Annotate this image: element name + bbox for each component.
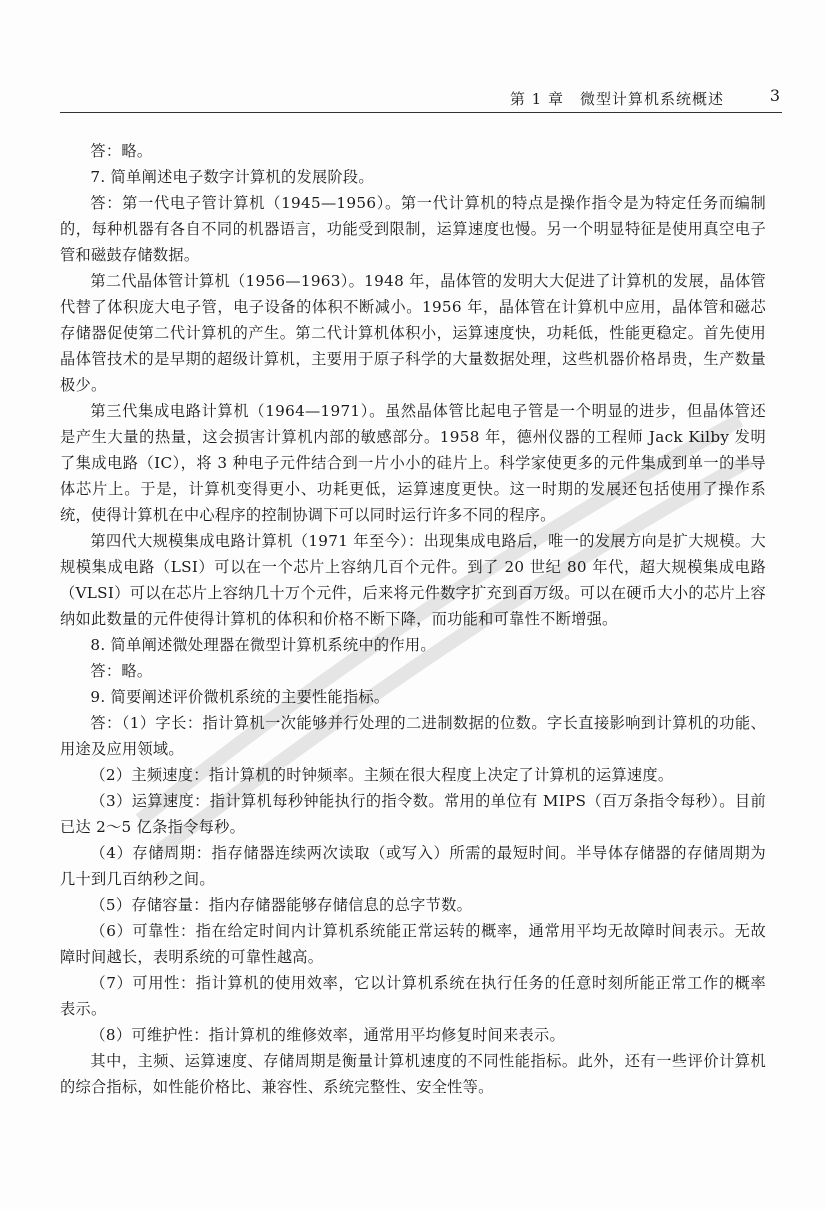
answer-9-item-1: 答：（1）字长：指计算机一次能够并行处理的二进制数据的位数。字长直接影响到计算机的功能、用途及应用领域。	[60, 714, 766, 758]
question-7: 7. 简单阐述电子数字计算机的发展阶段。	[90, 168, 374, 186]
question-8: 8. 简单阐述微处理器在微型计算机系统中的作用。	[90, 636, 436, 654]
answer-9-item-4: （4）存储周期：指存储器连续两次读取（或写入）所需的最短时间。半导体存储器的存储周期为几十到几百纳秒之间。	[60, 844, 766, 888]
answer-9-item-6: （6）可靠性：指在给定时间内计算机系统能正常运转的概率，通常用平均无故障时间表示。无故障时间越长，表明系统的可靠性越高。	[60, 922, 766, 966]
page-number: 3	[769, 86, 780, 105]
body-text	[60, 138, 766, 1100]
answer-9-item-2: （2）主频速度：指计算机的时钟频率。主频在很大程度上决定了计算机的运算速度。	[90, 766, 674, 784]
running-header	[60, 84, 782, 113]
answer-9-item-3: （3）运算速度：指计算机每秒钟能执行的指令数。常用的单位有 MIPS（百万条指令每秒）。目前已达 2～5 亿条指令每秒。	[60, 792, 766, 836]
chapter-title: 第 1 章 微型计算机系统概述	[509, 90, 724, 108]
answer-9-item-7: （7）可用性：指计算机的使用效率，它以计算机系统在执行任务的任意时刻所能正常工作的概率表示。	[60, 974, 766, 1018]
answer-7-generation-3: 第三代集成电路计算机（1964—1971）。虽然晶体管比起电子管是一个明显的进步，但晶体管还是产生大量的热量，这会损害计算机内部的敏感部分。1958 年，德州仪器的工程师 Jack Kilby 发明了集成电路（IC），将 3 种电子元件结合到一片小小的硅片上。科学家使更多的元件集成到单一的半导体芯片上。于是，计算机变得更小、功耗更低，运算速度更快。这一时期的发展还包括使用了操作系统，使得计算机在中心程序的控制协调下可以同时运行许多不同的程序。	[60, 402, 766, 524]
answer-7-generation-2: 第二代晶体管计算机（1956—1963）。1948 年，晶体管的发明大大促进了计算机的发展，晶体管代替了体积庞大电子管，电子设备的体积不断减小。1956 年，晶体管在计算机中应用，晶体管和磁芯存储器促使第二代计算机的产生。第二代计算机体积小，运算速度快，功耗低，性能更稳定。首先使用晶体管技术的是早期的超级计算机，主要用于原子科学的大量数据处理，这些机器价格昂贵，生产数量极少。	[60, 272, 766, 394]
paragraph-answer-6: 答：略。	[90, 142, 153, 160]
answer-8: 答：略。	[90, 662, 153, 680]
question-9: 9. 简要阐述评价微机系统的主要性能指标。	[90, 688, 390, 706]
answer-7-generation-1: 答：第一代电子管计算机（1945—1956）。第一代计算机的特点是操作指令是为特定任务而编制的，每种机器有各自不同的机器语言，功能受到限制，运算速度也慢。另一个明显特征是使用真空电子管和磁鼓存储数据。	[60, 194, 766, 264]
answer-9-item-5: （5）存储容量：指内存储器能够存储信息的总字节数。	[90, 896, 473, 914]
answer-9-item-8: （8）可维护性：指计算机的维修效率，通常用平均修复时间来表示。	[90, 1026, 565, 1044]
answer-9-summary: 其中，主频、运算速度、存储周期是衡量计算机速度的不同性能指标。此外，还有一些评价计算机的综合指标，如性能价格比、兼容性、系统完整性、安全性等。	[60, 1052, 766, 1096]
answer-7-generation-4: 第四代大规模集成电路计算机（1971 年至今）：出现集成电路后，唯一的发展方向是扩大规模。大规模集成电路（LSI）可以在一个芯片上容纳几百个元件。到了 20 世纪 80 年代，超大规模集成电路（VLSI）可以在芯片上容纳几十万个元件，后来将元件数字扩充到百万级。可以在硬币大小的芯片上容纳如此数量的元件使得计算机的体积和价格不断下降，而功能和可靠性不断增强。	[60, 532, 766, 628]
